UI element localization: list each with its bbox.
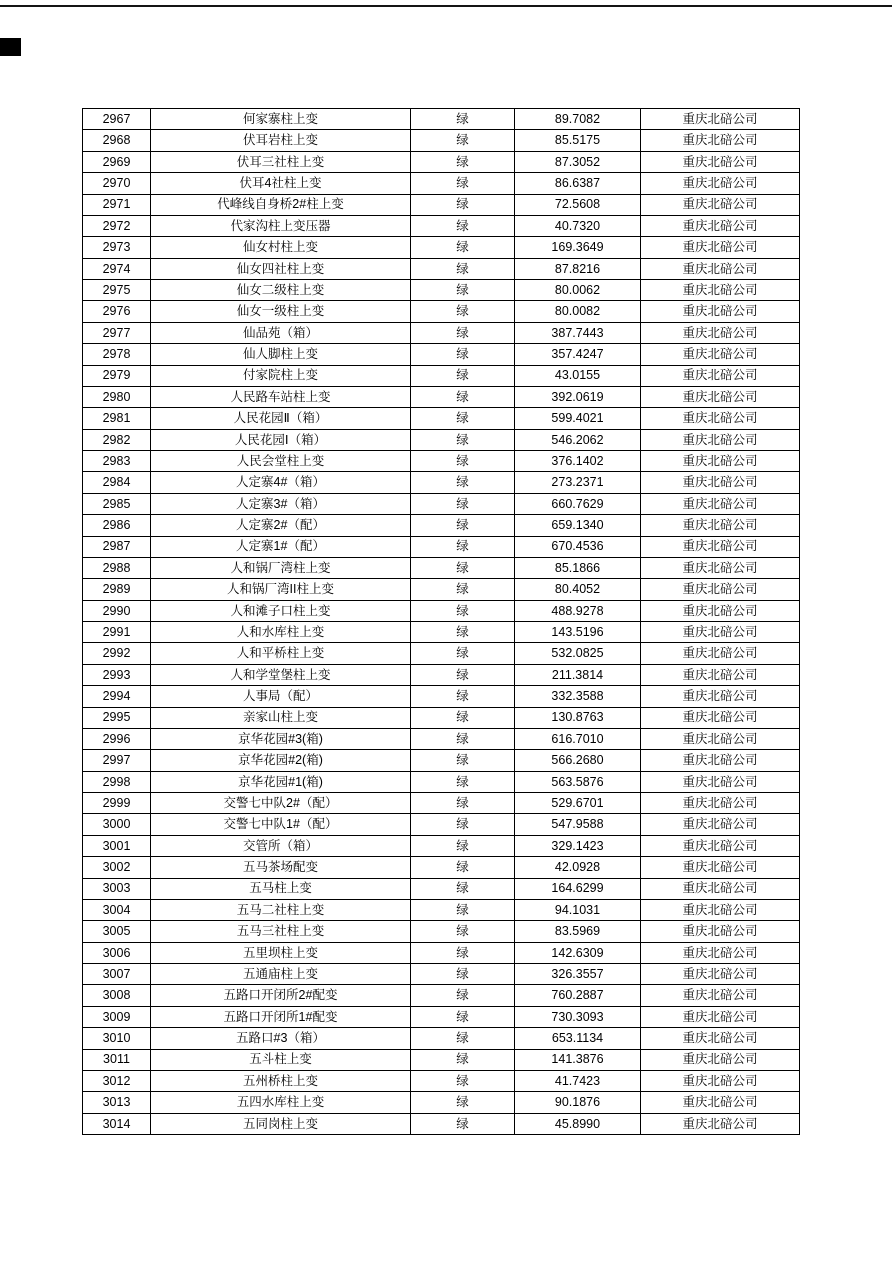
cell-id: 2979 — [83, 365, 151, 386]
cell-id: 3012 — [83, 1070, 151, 1091]
cell-status: 绿 — [411, 173, 515, 194]
cell-name: 伏耳4社柱上变 — [151, 173, 411, 194]
cell-value: 387.7443 — [515, 322, 641, 343]
cell-company: 重庆北碚公司 — [641, 899, 800, 920]
table-row — [83, 942, 800, 963]
cell-value: 546.2062 — [515, 429, 641, 450]
cell-status: 绿 — [411, 237, 515, 258]
cell-name: 五马三社柱上变 — [151, 921, 411, 942]
cell-company: 重庆北碚公司 — [641, 451, 800, 472]
cell-value: 94.1031 — [515, 899, 641, 920]
cell-id: 3003 — [83, 878, 151, 899]
cell-name: 五路口开闭所1#配变 — [151, 1006, 411, 1027]
cell-id: 2974 — [83, 258, 151, 279]
table-row — [83, 643, 800, 664]
table-row — [83, 173, 800, 194]
cell-status: 绿 — [411, 344, 515, 365]
cell-value: 80.4052 — [515, 579, 641, 600]
cell-company: 重庆北碚公司 — [641, 964, 800, 985]
cell-value: 89.7082 — [515, 109, 641, 130]
cell-value: 529.6701 — [515, 793, 641, 814]
cell-status: 绿 — [411, 1049, 515, 1070]
table-row — [83, 130, 800, 151]
cell-status: 绿 — [411, 151, 515, 172]
cell-value: 211.3814 — [515, 664, 641, 685]
cell-company: 重庆北碚公司 — [641, 536, 800, 557]
table-row — [83, 1028, 800, 1049]
table-row — [83, 280, 800, 301]
cell-name: 亲家山柱上变 — [151, 707, 411, 728]
cell-value: 670.4536 — [515, 536, 641, 557]
cell-name: 伏耳岩柱上变 — [151, 130, 411, 151]
table-row — [83, 429, 800, 450]
cell-status: 绿 — [411, 899, 515, 920]
table-row — [83, 536, 800, 557]
cell-value: 376.1402 — [515, 451, 641, 472]
table-row — [83, 194, 800, 215]
cell-id: 2998 — [83, 771, 151, 792]
cell-company: 重庆北碚公司 — [641, 1006, 800, 1027]
cell-id: 2983 — [83, 451, 151, 472]
cell-status: 绿 — [411, 130, 515, 151]
cell-company: 重庆北碚公司 — [641, 429, 800, 450]
cell-value: 164.6299 — [515, 878, 641, 899]
table-row — [83, 301, 800, 322]
cell-name: 人和平桥柱上变 — [151, 643, 411, 664]
cell-name: 仙女一级柱上变 — [151, 301, 411, 322]
cell-status: 绿 — [411, 643, 515, 664]
table-row — [83, 664, 800, 685]
table-row — [83, 857, 800, 878]
cell-company: 重庆北碚公司 — [641, 215, 800, 236]
cell-company: 重庆北碚公司 — [641, 750, 800, 771]
cell-name: 五州桥柱上变 — [151, 1070, 411, 1091]
table-row — [83, 707, 800, 728]
cell-id: 2968 — [83, 130, 151, 151]
table-row — [83, 258, 800, 279]
cell-value: 547.9588 — [515, 814, 641, 835]
table-row — [83, 493, 800, 514]
cell-status: 绿 — [411, 707, 515, 728]
cell-status: 绿 — [411, 857, 515, 878]
table-row — [83, 515, 800, 536]
table-row — [83, 344, 800, 365]
cell-id: 2970 — [83, 173, 151, 194]
cell-id: 3014 — [83, 1113, 151, 1134]
cell-status: 绿 — [411, 536, 515, 557]
cell-company: 重庆北碚公司 — [641, 1113, 800, 1134]
table-row — [83, 750, 800, 771]
table-row — [83, 622, 800, 643]
cell-company: 重庆北碚公司 — [641, 686, 800, 707]
cell-company: 重庆北碚公司 — [641, 301, 800, 322]
cell-company: 重庆北碚公司 — [641, 344, 800, 365]
cell-value: 83.5969 — [515, 921, 641, 942]
cell-id: 2978 — [83, 344, 151, 365]
cell-value: 488.9278 — [515, 600, 641, 621]
table-row — [83, 1092, 800, 1113]
cell-company: 重庆北碚公司 — [641, 322, 800, 343]
table-row — [83, 215, 800, 236]
table-row — [83, 579, 800, 600]
cell-id: 3001 — [83, 835, 151, 856]
cell-name: 人定寨2#（配） — [151, 515, 411, 536]
cell-company: 重庆北碚公司 — [641, 365, 800, 386]
table-row — [83, 408, 800, 429]
cell-status: 绿 — [411, 429, 515, 450]
cell-id: 2995 — [83, 707, 151, 728]
cell-company: 重庆北碚公司 — [641, 1049, 800, 1070]
cell-company: 重庆北碚公司 — [641, 664, 800, 685]
cell-value: 43.0155 — [515, 365, 641, 386]
cell-name: 人和锅厂湾柱上变 — [151, 557, 411, 578]
cell-company: 重庆北碚公司 — [641, 173, 800, 194]
cell-value: 87.8216 — [515, 258, 641, 279]
cell-name: 五通庙柱上变 — [151, 964, 411, 985]
cell-value: 80.0062 — [515, 280, 641, 301]
cell-value: 357.4247 — [515, 344, 641, 365]
cell-name: 仙女四社柱上变 — [151, 258, 411, 279]
cell-value: 392.0619 — [515, 386, 641, 407]
cell-value: 143.5196 — [515, 622, 641, 643]
table-row — [83, 793, 800, 814]
cell-company: 重庆北碚公司 — [641, 600, 800, 621]
cell-id: 3009 — [83, 1006, 151, 1027]
table-row — [83, 814, 800, 835]
cell-status: 绿 — [411, 814, 515, 835]
cell-value: 653.1134 — [515, 1028, 641, 1049]
cell-value: 532.0825 — [515, 643, 641, 664]
cell-value: 87.3052 — [515, 151, 641, 172]
cell-name: 人和学堂堡柱上变 — [151, 664, 411, 685]
cell-company: 重庆北碚公司 — [641, 408, 800, 429]
cell-name: 仙女二级柱上变 — [151, 280, 411, 301]
cell-value: 85.5175 — [515, 130, 641, 151]
cell-status: 绿 — [411, 194, 515, 215]
cell-status: 绿 — [411, 579, 515, 600]
cell-id: 2969 — [83, 151, 151, 172]
transformer-table — [82, 108, 800, 1135]
table-row — [83, 835, 800, 856]
cell-value: 659.1340 — [515, 515, 641, 536]
cell-status: 绿 — [411, 365, 515, 386]
cell-company: 重庆北碚公司 — [641, 280, 800, 301]
cell-company: 重庆北碚公司 — [641, 109, 800, 130]
cell-status: 绿 — [411, 557, 515, 578]
cell-company: 重庆北碚公司 — [641, 942, 800, 963]
cell-value: 616.7010 — [515, 728, 641, 749]
cell-company: 重庆北碚公司 — [641, 1070, 800, 1091]
cell-name: 人定寨1#（配） — [151, 536, 411, 557]
cell-status: 绿 — [411, 1006, 515, 1027]
table-body — [83, 109, 800, 1135]
cell-company: 重庆北碚公司 — [641, 771, 800, 792]
cell-value: 80.0082 — [515, 301, 641, 322]
cell-value: 86.6387 — [515, 173, 641, 194]
cell-status: 绿 — [411, 942, 515, 963]
table-row — [83, 557, 800, 578]
cell-id: 3005 — [83, 921, 151, 942]
cell-company: 重庆北碚公司 — [641, 386, 800, 407]
cell-name: 五里坝柱上变 — [151, 942, 411, 963]
cell-id: 2972 — [83, 215, 151, 236]
cell-value: 760.2887 — [515, 985, 641, 1006]
cell-name: 五马茶场配变 — [151, 857, 411, 878]
table-row — [83, 1006, 800, 1027]
cell-status: 绿 — [411, 515, 515, 536]
table-row — [83, 1049, 800, 1070]
cell-name: 交管所（箱） — [151, 835, 411, 856]
cell-status: 绿 — [411, 215, 515, 236]
cell-name: 五斗柱上变 — [151, 1049, 411, 1070]
cell-name: 仙人脚柱上变 — [151, 344, 411, 365]
cell-company: 重庆北碚公司 — [641, 258, 800, 279]
cell-name: 五路口#3（箱） — [151, 1028, 411, 1049]
cell-id: 3002 — [83, 857, 151, 878]
cell-value: 566.2680 — [515, 750, 641, 771]
cell-id: 2986 — [83, 515, 151, 536]
cell-name: 人民花园Ⅰ（箱） — [151, 429, 411, 450]
cell-name: 人定寨3#（箱） — [151, 493, 411, 514]
cell-status: 绿 — [411, 771, 515, 792]
cell-status: 绿 — [411, 793, 515, 814]
cell-id: 2994 — [83, 686, 151, 707]
cell-id: 3011 — [83, 1049, 151, 1070]
cell-name: 人和滩子口柱上变 — [151, 600, 411, 621]
table-row — [83, 109, 800, 130]
table-row — [83, 899, 800, 920]
cell-status: 绿 — [411, 1113, 515, 1134]
cell-status: 绿 — [411, 835, 515, 856]
cell-value: 329.1423 — [515, 835, 641, 856]
cell-value: 142.6309 — [515, 942, 641, 963]
cell-value: 169.3649 — [515, 237, 641, 258]
cell-name: 何家寨柱上变 — [151, 109, 411, 130]
cell-company: 重庆北碚公司 — [641, 1028, 800, 1049]
cell-id: 2984 — [83, 472, 151, 493]
table-row — [83, 600, 800, 621]
table-row — [83, 237, 800, 258]
cell-status: 绿 — [411, 985, 515, 1006]
table-row — [83, 964, 800, 985]
cell-value: 730.3093 — [515, 1006, 641, 1027]
cell-company: 重庆北碚公司 — [641, 921, 800, 942]
cell-id: 2987 — [83, 536, 151, 557]
cell-company: 重庆北碚公司 — [641, 493, 800, 514]
cell-name: 付家院柱上变 — [151, 365, 411, 386]
cell-status: 绿 — [411, 878, 515, 899]
cell-status: 绿 — [411, 600, 515, 621]
cell-status: 绿 — [411, 1070, 515, 1091]
table-row — [83, 151, 800, 172]
cell-id: 2981 — [83, 408, 151, 429]
cell-name: 人民花园Ⅱ（箱） — [151, 408, 411, 429]
cell-name: 五四水库柱上变 — [151, 1092, 411, 1113]
table-row — [83, 686, 800, 707]
cell-value: 326.3557 — [515, 964, 641, 985]
cell-status: 绿 — [411, 280, 515, 301]
table-row — [83, 1113, 800, 1134]
cell-status: 绿 — [411, 1028, 515, 1049]
cell-id: 2980 — [83, 386, 151, 407]
cell-status: 绿 — [411, 301, 515, 322]
cell-name: 仙女村柱上变 — [151, 237, 411, 258]
cell-value: 72.5608 — [515, 194, 641, 215]
cell-status: 绿 — [411, 964, 515, 985]
cell-company: 重庆北碚公司 — [641, 194, 800, 215]
cell-id: 2973 — [83, 237, 151, 258]
cell-id: 2985 — [83, 493, 151, 514]
table-row — [83, 728, 800, 749]
cell-company: 重庆北碚公司 — [641, 878, 800, 899]
cell-id: 3010 — [83, 1028, 151, 1049]
cell-company: 重庆北碚公司 — [641, 728, 800, 749]
cell-status: 绿 — [411, 1092, 515, 1113]
cell-name: 人民路车站柱上变 — [151, 386, 411, 407]
cell-id: 3008 — [83, 985, 151, 1006]
cell-value: 45.8990 — [515, 1113, 641, 1134]
cell-status: 绿 — [411, 493, 515, 514]
cell-value: 141.3876 — [515, 1049, 641, 1070]
table-row — [83, 1070, 800, 1091]
cell-value: 660.7629 — [515, 493, 641, 514]
cell-company: 重庆北碚公司 — [641, 707, 800, 728]
cell-status: 绿 — [411, 472, 515, 493]
cell-name: 京华花园#2(箱) — [151, 750, 411, 771]
cell-company: 重庆北碚公司 — [641, 557, 800, 578]
cell-name: 京华花园#3(箱) — [151, 728, 411, 749]
cell-company: 重庆北碚公司 — [641, 814, 800, 835]
cell-status: 绿 — [411, 386, 515, 407]
cell-name: 交警七中队1#（配） — [151, 814, 411, 835]
cell-company: 重庆北碚公司 — [641, 579, 800, 600]
cell-name: 交警七中队2#（配） — [151, 793, 411, 814]
cell-id: 2992 — [83, 643, 151, 664]
cell-id: 3013 — [83, 1092, 151, 1113]
cell-name: 五马二社柱上变 — [151, 899, 411, 920]
cell-status: 绿 — [411, 728, 515, 749]
cell-id: 2971 — [83, 194, 151, 215]
cell-name: 五同岗柱上变 — [151, 1113, 411, 1134]
cell-company: 重庆北碚公司 — [641, 151, 800, 172]
cell-company: 重庆北碚公司 — [641, 1092, 800, 1113]
cell-value: 599.4021 — [515, 408, 641, 429]
cell-id: 2996 — [83, 728, 151, 749]
cell-company: 重庆北碚公司 — [641, 835, 800, 856]
scan-artifact-corner-mark — [0, 38, 21, 56]
cell-company: 重庆北碚公司 — [641, 130, 800, 151]
cell-value: 130.8763 — [515, 707, 641, 728]
cell-name: 人定寨4#（箱） — [151, 472, 411, 493]
cell-id: 2967 — [83, 109, 151, 130]
cell-id: 3000 — [83, 814, 151, 835]
table-row — [83, 322, 800, 343]
cell-id: 2975 — [83, 280, 151, 301]
scan-artifact-top-line — [0, 5, 892, 7]
cell-id: 2993 — [83, 664, 151, 685]
cell-company: 重庆北碚公司 — [641, 515, 800, 536]
cell-id: 3007 — [83, 964, 151, 985]
cell-status: 绿 — [411, 408, 515, 429]
cell-name: 五路口开闭所2#配变 — [151, 985, 411, 1006]
cell-status: 绿 — [411, 258, 515, 279]
cell-id: 2988 — [83, 557, 151, 578]
cell-id: 2977 — [83, 322, 151, 343]
table-row — [83, 921, 800, 942]
cell-value: 90.1876 — [515, 1092, 641, 1113]
cell-value: 85.1866 — [515, 557, 641, 578]
table-row — [83, 451, 800, 472]
table-row — [83, 985, 800, 1006]
cell-company: 重庆北碚公司 — [641, 793, 800, 814]
cell-id: 3004 — [83, 899, 151, 920]
cell-value: 273.2371 — [515, 472, 641, 493]
cell-name: 伏耳三社柱上变 — [151, 151, 411, 172]
cell-value: 41.7423 — [515, 1070, 641, 1091]
cell-id: 3006 — [83, 942, 151, 963]
cell-name: 京华花园#1(箱) — [151, 771, 411, 792]
cell-id: 2999 — [83, 793, 151, 814]
cell-value: 40.7320 — [515, 215, 641, 236]
cell-status: 绿 — [411, 664, 515, 685]
cell-id: 2976 — [83, 301, 151, 322]
table-row — [83, 472, 800, 493]
table-row — [83, 386, 800, 407]
cell-company: 重庆北碚公司 — [641, 622, 800, 643]
cell-status: 绿 — [411, 322, 515, 343]
cell-id: 2990 — [83, 600, 151, 621]
cell-name: 人和锅厂湾II柱上变 — [151, 579, 411, 600]
cell-company: 重庆北碚公司 — [641, 237, 800, 258]
cell-value: 563.5876 — [515, 771, 641, 792]
cell-status: 绿 — [411, 622, 515, 643]
cell-company: 重庆北碚公司 — [641, 472, 800, 493]
cell-id: 2991 — [83, 622, 151, 643]
cell-name: 人民会堂柱上变 — [151, 451, 411, 472]
cell-name: 人事局（配） — [151, 686, 411, 707]
cell-status: 绿 — [411, 921, 515, 942]
cell-name: 代峰线自身桥2#柱上变 — [151, 194, 411, 215]
cell-name: 代家沟柱上变压器 — [151, 215, 411, 236]
cell-status: 绿 — [411, 451, 515, 472]
cell-id: 2997 — [83, 750, 151, 771]
table-row — [83, 771, 800, 792]
table-row — [83, 878, 800, 899]
cell-name: 人和水库柱上变 — [151, 622, 411, 643]
cell-company: 重庆北碚公司 — [641, 643, 800, 664]
cell-status: 绿 — [411, 109, 515, 130]
cell-id: 2982 — [83, 429, 151, 450]
cell-value: 332.3588 — [515, 686, 641, 707]
cell-name: 仙品苑（箱） — [151, 322, 411, 343]
table-row — [83, 365, 800, 386]
cell-company: 重庆北碚公司 — [641, 985, 800, 1006]
cell-value: 42.0928 — [515, 857, 641, 878]
cell-status: 绿 — [411, 750, 515, 771]
cell-name: 五马柱上变 — [151, 878, 411, 899]
cell-id: 2989 — [83, 579, 151, 600]
cell-status: 绿 — [411, 686, 515, 707]
cell-company: 重庆北碚公司 — [641, 857, 800, 878]
